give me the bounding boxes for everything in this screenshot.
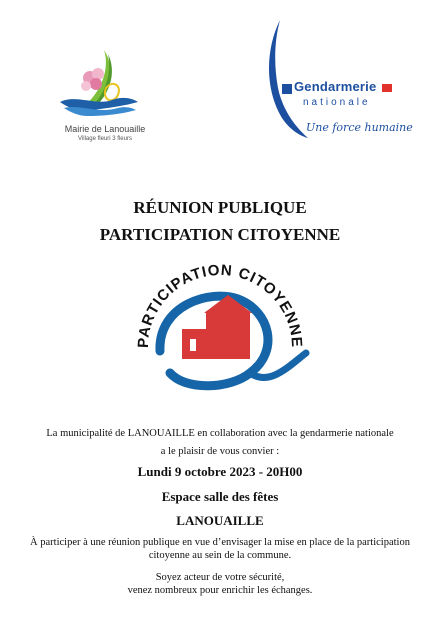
gendarmerie-flag-icon [282, 84, 292, 94]
purpose-text-line2: citoyenne au sein de la commune. [148, 550, 292, 561]
gendarmerie-name: Gendarmerie [294, 79, 377, 94]
purpose-text-line1: À participer à une réunion publique en vue d’envisager la mise en place de la participation [30, 537, 410, 548]
participation-citoyenne-emblem [120, 255, 320, 415]
intro-text: La municipalité de LANOUAILLE en collaboration avec la gendarmerie nationale [46, 428, 394, 439]
emblem-arc-text: PARTICIPATION CITOYENNE [134, 261, 306, 349]
page-title-line2: PARTICIPATION CITOYENNE [99, 225, 341, 244]
closing-text-line1: Soyez acteur de votre sécurité, [155, 572, 285, 583]
invite-text: a le plaisir de vous convier : [160, 446, 280, 457]
mairie-subtitle: Village fleuri 3 fleurs [78, 136, 132, 142]
mairie-lanouaille-logo [52, 48, 142, 120]
gendarmerie-motto: Une force humaine [306, 121, 413, 134]
page-title-line1: RÉUNION PUBLIQUE [133, 198, 307, 217]
gendarmerie-name-line2: nationale [303, 97, 371, 108]
gendarmerie-red-accent [382, 84, 392, 92]
event-venue: Espace salle des fêtes [161, 489, 279, 504]
gendarmerie-swoosh-icon [262, 18, 322, 138]
mairie-name: Mairie de Lanouaille [64, 124, 146, 134]
event-town: LANOUAILLE [176, 513, 264, 528]
event-date: Lundi 9 octobre 2023 - 20H00 [137, 464, 303, 479]
closing-text-line2: venez nombreux pour enrichir les échanges. [127, 585, 313, 596]
